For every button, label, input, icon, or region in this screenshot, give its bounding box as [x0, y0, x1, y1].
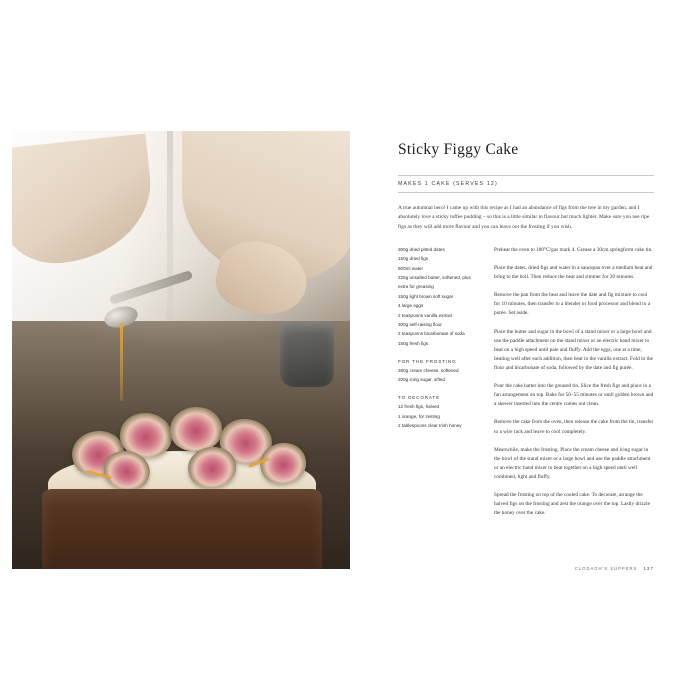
method-step: Pour the cake batter into the greased tin. Slice the fresh figs and place in a fan arrangement on top. Bake for 50–55 minutes or until golden brown and a skewer inserted into the centre comes out clean.	[494, 383, 654, 408]
ingredient-item: 225g unsalted butter, softened, plus extra for greasing	[398, 275, 471, 290]
ingredient-item: 2 tablespoons clear Irish honey	[398, 423, 462, 429]
method-step: Spread the frosting on top of the cooled cake. To decorate, arrange the halved figs on the frosting and zest the orange over the top. Lastly drizzle the honey over the cake.	[494, 492, 650, 517]
recipe-photo	[12, 131, 350, 569]
honey-cup	[280, 321, 334, 387]
fig-half	[169, 406, 223, 453]
ingredient-item: 200g icing sugar, sifted	[398, 377, 445, 383]
ingredient-item: 150g dried figs	[398, 256, 429, 262]
page-footer	[398, 566, 654, 571]
method-step: Remove the pan from the heat and leave the date and fig mixture to cool for 10 minutes, then transfer to a blender or food processor and blend to a purée. Set aside.	[494, 292, 651, 317]
honey-drizzle	[120, 323, 123, 401]
recipe-content	[398, 141, 654, 559]
method-step: Place the dates, dried figs and water in a saucepan over a medium heat and bring to the boil. Then reduce the heat and simmer for 30 minutes.	[494, 265, 653, 281]
ingredient-item: 150g fresh figs	[398, 340, 429, 346]
recipe-columns	[398, 246, 654, 528]
page-title: Sticky Figgy Cake	[398, 141, 519, 158]
ingredient-item: 150g light brown soft sugar	[398, 293, 454, 299]
ingredient-item: 12 fresh figs, halved	[398, 404, 440, 410]
ingredient-item: 2 teaspoons vanilla extract	[398, 312, 453, 318]
method-step: Meanwhile, make the frosting. Place the cream cheese and icing sugar in the bowl of the stand mixer or a large bowl and use the paddle attachment or an electric hand mixer to beat together on a high speed until well combined, light and fluffy.	[494, 446, 651, 480]
page-number: 137	[643, 566, 654, 571]
book-title-footer: CLODAGH'S SUPPERS	[574, 566, 638, 571]
method-step: Place the butter and sugar in the bowl of a stand mixer or a large bowl and use the paddle attachment on the stand mixer or an electric hand mixer to beat on a high speed until pale and fluffy. Add the eggs, one at a time, beating well after each addition, then beat in the vanilla extract. Fold in the flour and bicarbonate of soda, followed by the date and fig purée.	[494, 328, 653, 371]
method-step: Preheat the oven to 180°C/gas mark 4. Grease a 30cm springform cake tin.	[494, 246, 653, 253]
ingredient-item: 300g dried pitted dates	[398, 246, 445, 252]
ingredients-column	[398, 246, 482, 528]
ingredient-item: 900ml water	[398, 265, 424, 271]
ingredient-item: 1 orange, for zesting	[398, 413, 440, 419]
ingredient-item: 2 teaspoons bicarbonate of soda	[398, 331, 465, 337]
ingredient-item: 300g self-raising flour	[398, 322, 442, 328]
photo-canvas	[12, 131, 350, 569]
decorate-heading: TO DECORATE	[398, 395, 440, 401]
method-column	[494, 246, 654, 528]
serves-label: MAKES 1 CAKE (SERVES 12)	[398, 175, 654, 193]
recipe-page	[350, 131, 688, 569]
frosting-heading: FOR THE FROSTING	[398, 358, 457, 364]
method-step: Remove the cake from the oven, then release the cake from the tin, transfer to a wire rack and leave to cool completely.	[494, 419, 654, 435]
ingredient-item: 4 large eggs	[398, 303, 424, 309]
recipe-intro: A true autumnal hero! I came up with this recipe as I had an abundance of figs from the tree in my garden, and I absolutely love a sticky toffee pudding – so this is a little similar in flavour but much lighter. Make sure you use ripe figs as they will add more flavour and you can leave out the frosting if you wish.	[398, 205, 650, 230]
cake-sponge	[42, 489, 322, 569]
ingredient-item: 360g cream cheese, softened	[398, 367, 459, 373]
